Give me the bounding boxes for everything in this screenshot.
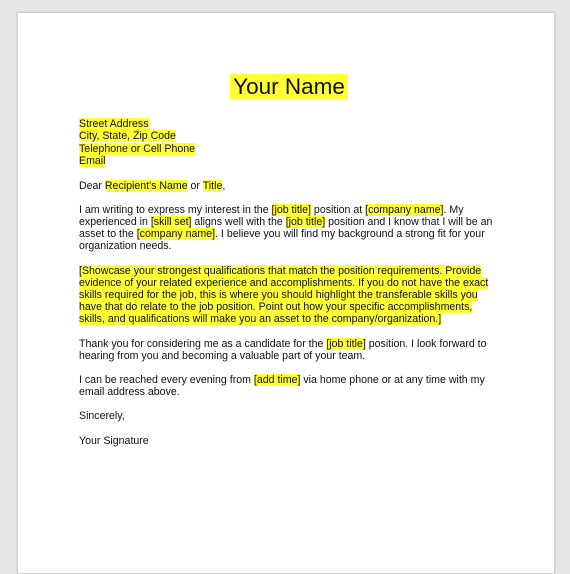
paragraph-thanks: Thank you for considering me as a candidate for the [job title] position. I look forward to hearing from you and becoming a valuable part of your team.	[79, 337, 487, 362]
paragraph-qualifications	[79, 265, 499, 326]
recipient-title: Title	[202, 179, 223, 192]
email: Email	[79, 155, 106, 168]
add-time-placeholder: [add time]	[253, 374, 301, 387]
job-title-placeholder: [job title]	[285, 216, 326, 229]
job-title-placeholder: [job title]	[326, 337, 366, 350]
paragraph-contact: I can be reached every evening from [add time] via home phone or at any time with my email address above.	[79, 374, 485, 399]
document-page	[17, 12, 555, 574]
letter-body	[79, 73, 499, 447]
your-name: Your Name	[230, 74, 348, 99]
telephone: Telephone or Cell Phone	[79, 142, 196, 155]
address-block	[79, 118, 499, 168]
paragraph-interest: I am writing to express my interest in the [job title] position at [company name]. My experienced in [skill set] aligns well with the [job title] position and I know that I will be an asset to the [company name]. I believe you will find my background a strong fit for your organization needs.	[79, 203, 493, 253]
letter-name-heading	[79, 73, 499, 101]
signature: Your Signature	[79, 434, 149, 447]
street-address: Street Address	[79, 118, 149, 130]
skill-set-placeholder: [skill set]	[150, 216, 192, 229]
city-state-zip: City, State, Zip Code	[79, 130, 176, 143]
recipient-name: Recipient's Name	[104, 179, 188, 192]
job-title-placeholder: [job title]	[271, 203, 311, 216]
qualifications-placeholder: [Showcase your strongest qualifications that match the position requirements. Provide evidence of your related experience and accomplishments. If you do not have the exact skills required for the job, this is where you should highlight the transferable skills you have that do relate to the job position. Point out how your specific accomplishments, skills, and qualifications will make you an asset to the company/organization.]	[79, 264, 489, 326]
company-name-placeholder: [company name]	[365, 203, 444, 216]
company-name-placeholder: [company name]	[136, 228, 216, 241]
closing: Sincerely,	[79, 410, 125, 423]
salutation: Dear Recipient's Name or Title,	[79, 179, 226, 192]
